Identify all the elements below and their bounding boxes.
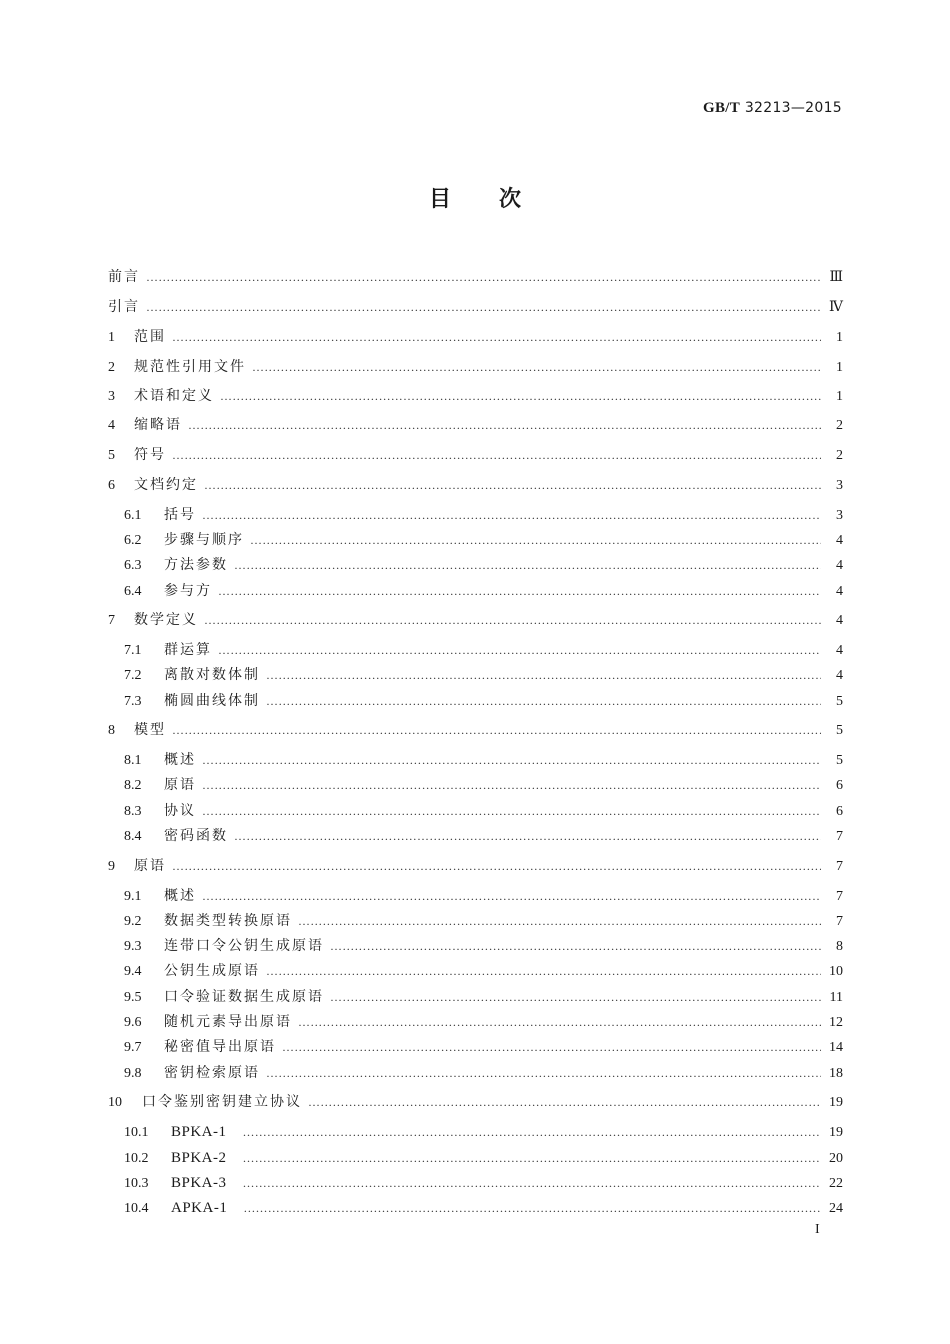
toc-entry-page: 11 [829,990,843,1005]
toc-leader-dots [266,664,821,686]
toc-entry-number: 10.2 [124,1151,149,1166]
toc-entry-title: 原语 [134,858,166,874]
toc-entry-number: 2 [108,360,115,375]
toc-leader-dots [218,580,821,602]
toc-entry[interactable] [124,1121,843,1143]
toc-entry-page: 1 [836,360,843,375]
standard-prefix: GB/T [703,100,741,116]
toc-entry-title: 模型 [134,722,166,738]
toc-entry-title: BPKA-1 [171,1124,227,1140]
toc-entry[interactable] [108,1091,843,1113]
toc-entry[interactable] [124,910,843,932]
toc-entry-number: 8.3 [124,804,142,819]
toc-leader-dots [202,749,821,771]
toc-leader-dots [220,385,821,407]
toc-entry-number: 7.3 [124,694,142,709]
toc-entry-title: 缩略语 [134,417,182,433]
toc-entry[interactable] [108,266,843,288]
toc-entry-title: 概述 [164,752,196,768]
toc-leader-dots [172,719,821,741]
toc-entry-number: 5 [108,448,115,463]
toc-entry-title: 文档约定 [134,477,198,493]
toc-entry-number: 10.3 [124,1176,149,1191]
toc-entry-page: 4 [836,558,843,573]
toc-entry-number: 9 [108,859,115,874]
toc-leader-dots [243,1197,821,1219]
toc-entry-title: 术语和定义 [134,388,214,404]
toc-leader-dots [250,529,821,551]
toc-entry-page: 3 [836,508,843,523]
toc-entry-number: 8.2 [124,778,142,793]
toc-leader-dots [282,1036,821,1058]
toc-entry-page: 5 [836,753,843,768]
toc-entry-page: 1 [836,330,843,345]
toc-entry-number: 9.5 [124,990,142,1005]
toc-entry[interactable] [108,356,843,378]
toc-entry-page: 5 [836,694,843,709]
toc-entry-page: 6 [836,804,843,819]
toc-entry[interactable] [124,504,843,526]
toc-leader-dots [202,800,821,822]
toc-leader-dots [298,1011,821,1033]
page-title: 目次 [428,187,569,212]
toc-entry-number: 9.1 [124,889,142,904]
toc-entry-title: 概述 [164,888,196,904]
toc-entry-title: 协议 [164,803,196,819]
toc-entry[interactable] [124,960,843,982]
toc-leader-dots [234,825,821,847]
toc-entry-number: 8.1 [124,753,142,768]
toc-entry-number: 8.4 [124,829,142,844]
toc-entry-title: 参与方 [164,583,212,599]
toc-entry[interactable] [124,1011,843,1033]
toc-entry[interactable] [108,474,843,496]
toc-entry-page: 4 [836,613,843,628]
toc-entry-title: BPKA-2 [171,1150,227,1166]
toc-entry-number: 8 [108,723,115,738]
toc-entry-page: 7 [836,889,843,904]
toc-entry-page: 19 [829,1095,843,1110]
toc-entry-number: 10 [108,1095,122,1110]
toc-entry-number: 7.2 [124,668,142,683]
toc-entry[interactable] [124,800,843,822]
toc-entry-page: 4 [836,668,843,683]
toc-entry-title: 原语 [164,777,196,793]
toc-entry-title: 括号 [164,507,196,523]
toc-entry[interactable] [124,664,843,686]
toc-entry-page: 3 [836,478,843,493]
toc-entry[interactable] [108,414,843,436]
toc-entry[interactable] [108,444,843,466]
toc-entry-page: 10 [829,964,843,979]
toc-entry-number: 10.1 [124,1125,149,1140]
toc-entry-title: 引言 [108,299,140,315]
toc-entry[interactable] [108,609,843,631]
toc-leader-dots [146,266,821,288]
toc-entry-page: 14 [829,1040,843,1055]
toc-leader-dots [243,1147,821,1169]
standard-code: 32213—2015 [744,100,842,116]
toc-entry-title: 连带口令公钥生成原语 [164,938,324,954]
toc-entry-number: 6.4 [124,584,142,599]
toc-entry-title: 椭圆曲线体制 [164,693,260,709]
toc-entry-title: 密码函数 [164,828,228,844]
toc-leader-dots [202,774,821,796]
toc-leader-dots [172,444,821,466]
toc-entry-number: 7.1 [124,643,142,658]
toc-leader-dots [146,296,821,318]
toc-entry-number: 4 [108,418,115,433]
toc-entry-page: 7 [836,829,843,844]
toc-entry-title: 离散对数体制 [164,667,260,683]
toc-entry-number: 1 [108,330,115,345]
toc-entry-title: APKA-1 [171,1200,228,1216]
toc-entry[interactable] [124,1172,843,1194]
toc-entry[interactable] [124,554,843,576]
toc-entry-title: 方法参数 [164,557,228,573]
toc-leader-dots [188,414,821,436]
toc-leader-dots [298,910,821,932]
toc-entry-title: 密钥检索原语 [164,1065,260,1081]
toc-entry-page: 4 [836,533,843,548]
toc-entry-page: Ⅲ [829,270,843,285]
toc-leader-dots [172,326,821,348]
toc-leader-dots [202,885,821,907]
toc-entry[interactable] [108,296,843,318]
toc-entry-page: 8 [836,939,843,954]
toc-leader-dots [266,960,821,982]
toc-leader-dots [330,935,821,957]
toc-entry-title: 随机元素导出原语 [164,1014,292,1030]
toc-entry[interactable] [108,855,843,877]
toc-leader-dots [243,1172,821,1194]
toc-entry[interactable] [108,326,843,348]
toc-entry-title: 前言 [108,269,140,285]
toc-entry[interactable] [124,1062,843,1084]
toc-leader-dots [330,986,821,1008]
toc-entry[interactable] [124,639,843,661]
toc-entry-page: 7 [836,914,843,929]
toc-entry[interactable] [124,774,843,796]
toc-entry-title: 步骤与顺序 [164,532,244,548]
toc-entry-title: 规范性引用文件 [134,359,246,375]
standard-number [703,100,842,117]
toc-entry-title: 秘密值导出原语 [164,1039,276,1055]
toc-entry[interactable] [124,529,843,551]
toc-entry-page: 18 [829,1066,843,1081]
toc-entry[interactable] [124,825,843,847]
toc-entry-number: 9.2 [124,914,142,929]
toc-entry-title: 数据类型转换原语 [164,913,292,929]
toc-entry[interactable] [124,580,843,602]
toc-entry[interactable] [108,385,843,407]
toc-entry-number: 6.2 [124,533,142,548]
toc-entry-page: 4 [836,584,843,599]
toc-leader-dots [243,1121,821,1143]
toc-entry[interactable] [124,935,843,957]
toc-entry-page: 22 [829,1176,843,1191]
toc-entry-title: 范围 [134,329,166,345]
toc-entry-number: 9.8 [124,1066,142,1081]
toc-leader-dots [202,504,821,526]
toc-entry-number: 6 [108,478,115,493]
toc-entry-number: 9.3 [124,939,142,954]
toc-entry[interactable] [124,885,843,907]
toc-entry[interactable] [124,986,843,1008]
toc-entry[interactable] [124,1036,843,1058]
toc-entry-number: 6.1 [124,508,142,523]
toc-leader-dots [218,639,821,661]
toc-leader-dots [308,1091,821,1113]
toc-entry-number: 3 [108,389,115,404]
toc-entry[interactable] [124,690,843,712]
toc-entry-title: 群运算 [164,642,212,658]
toc-entry-page: 1 [836,389,843,404]
toc-entry-page: 4 [836,643,843,658]
toc-entry-title: 口令验证数据生成原语 [164,989,324,1005]
toc-entry-title: 符号 [134,447,166,463]
toc-entry-page: 5 [836,723,843,738]
toc-leader-dots [172,855,821,877]
toc-leader-dots [266,1062,821,1084]
toc-entry-page: 2 [836,448,843,463]
toc-entry-title: 口令鉴别密钥建立协议 [142,1094,302,1110]
page-folio: I [815,1222,820,1237]
toc-leader-dots [266,690,821,712]
toc-entry-number: 7 [108,613,115,628]
toc-entry-page: 20 [829,1151,843,1166]
toc-entry[interactable] [124,1147,843,1169]
toc-entry-page: Ⅳ [829,300,843,315]
toc-entry-title: 公钥生成原语 [164,963,260,979]
toc-entry-page: 2 [836,418,843,433]
toc-entry-number: 9.4 [124,964,142,979]
toc-entry-number: 9.6 [124,1015,142,1030]
toc-leader-dots [234,554,821,576]
toc-entry-title: 数学定义 [134,612,198,628]
toc-entry-number: 9.7 [124,1040,142,1055]
toc-entry-page: 19 [829,1125,843,1140]
toc-entry[interactable] [124,1197,843,1219]
toc-entry-page: 12 [829,1015,843,1030]
toc-leader-dots [204,609,821,631]
toc-entry-number: 10.4 [124,1201,149,1216]
toc-entry[interactable] [108,719,843,741]
toc-entry-page: 24 [829,1201,843,1216]
toc-leader-dots [252,356,821,378]
toc-entry-number: 6.3 [124,558,142,573]
toc-entry-title: BPKA-3 [171,1175,227,1191]
toc-entry-page: 7 [836,859,843,874]
toc-leader-dots [204,474,821,496]
toc-entry-page: 6 [836,778,843,793]
toc-entry[interactable] [124,749,843,771]
